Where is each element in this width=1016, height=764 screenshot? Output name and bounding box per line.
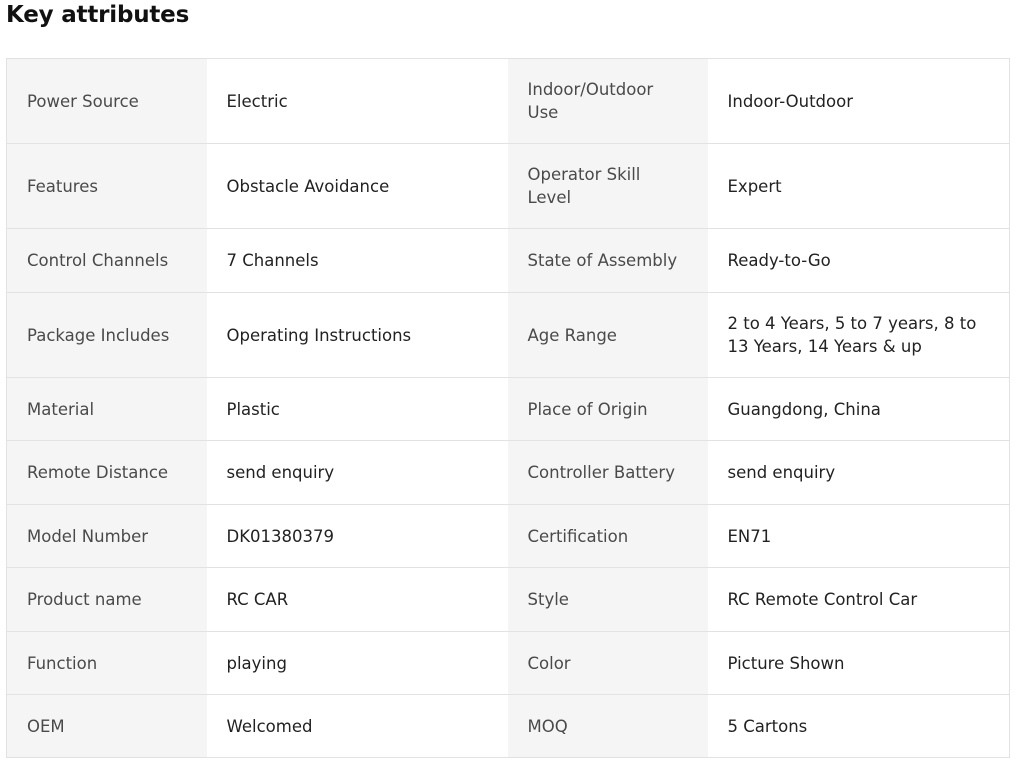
attribute-value: Expert — [708, 144, 1010, 229]
table-row — [7, 59, 1010, 144]
table-row — [7, 144, 1010, 229]
table-row — [7, 695, 1010, 758]
attribute-value: RC CAR — [207, 568, 508, 632]
table-row — [7, 441, 1010, 505]
attribute-value: RC Remote Control Car — [708, 568, 1010, 632]
attribute-label: Age Range — [508, 293, 708, 378]
table-row — [7, 568, 1010, 632]
attribute-label: Controller Battery — [508, 441, 708, 505]
table-row — [7, 378, 1010, 441]
attribute-label: Power Source — [7, 59, 207, 144]
attribute-value: Electric — [207, 59, 508, 144]
attribute-value: 2 to 4 Years, 5 to 7 years, 8 to 13 Years, 14 Years & up — [708, 293, 1010, 378]
attribute-label: Certification — [508, 505, 708, 568]
table-row — [7, 229, 1010, 293]
attribute-value: 7 Channels — [207, 229, 508, 293]
key-attributes-table — [6, 58, 1010, 758]
attribute-value: Picture Shown — [708, 632, 1010, 695]
attribute-label: Style — [508, 568, 708, 632]
table-row — [7, 505, 1010, 568]
attribute-label: Operator Skill Level — [508, 144, 708, 229]
attribute-label: Control Channels — [7, 229, 207, 293]
attribute-value: Indoor-Outdoor — [708, 59, 1010, 144]
attribute-value: DK01380379 — [207, 505, 508, 568]
attribute-label: Remote Distance — [7, 441, 207, 505]
attribute-label: Model Number — [7, 505, 207, 568]
attribute-value: Plastic — [207, 378, 508, 441]
section-title: Key attributes — [6, 2, 190, 28]
table-row — [7, 632, 1010, 695]
attribute-label: Indoor/Outdoor Use — [508, 59, 708, 144]
attribute-value: EN71 — [708, 505, 1010, 568]
attribute-label: Place of Origin — [508, 378, 708, 441]
attribute-label: Features — [7, 144, 207, 229]
attribute-value: Operating Instructions — [207, 293, 508, 378]
attribute-value: 5 Cartons — [708, 695, 1010, 758]
attribute-label: Product name — [7, 568, 207, 632]
table-row — [7, 293, 1010, 378]
attribute-label: Package Includes — [7, 293, 207, 378]
attribute-value: Obstacle Avoidance — [207, 144, 508, 229]
attribute-label: OEM — [7, 695, 207, 758]
attribute-value: Ready-to-Go — [708, 229, 1010, 293]
attribute-value: Welcomed — [207, 695, 508, 758]
attribute-value: playing — [207, 632, 508, 695]
attribute-label: Color — [508, 632, 708, 695]
attribute-label: Material — [7, 378, 207, 441]
attribute-label: MOQ — [508, 695, 708, 758]
attribute-value: send enquiry — [207, 441, 508, 505]
attribute-value: Guangdong, China — [708, 378, 1010, 441]
attribute-value: send enquiry — [708, 441, 1010, 505]
attribute-label: State of Assembly — [508, 229, 708, 293]
attribute-label: Function — [7, 632, 207, 695]
